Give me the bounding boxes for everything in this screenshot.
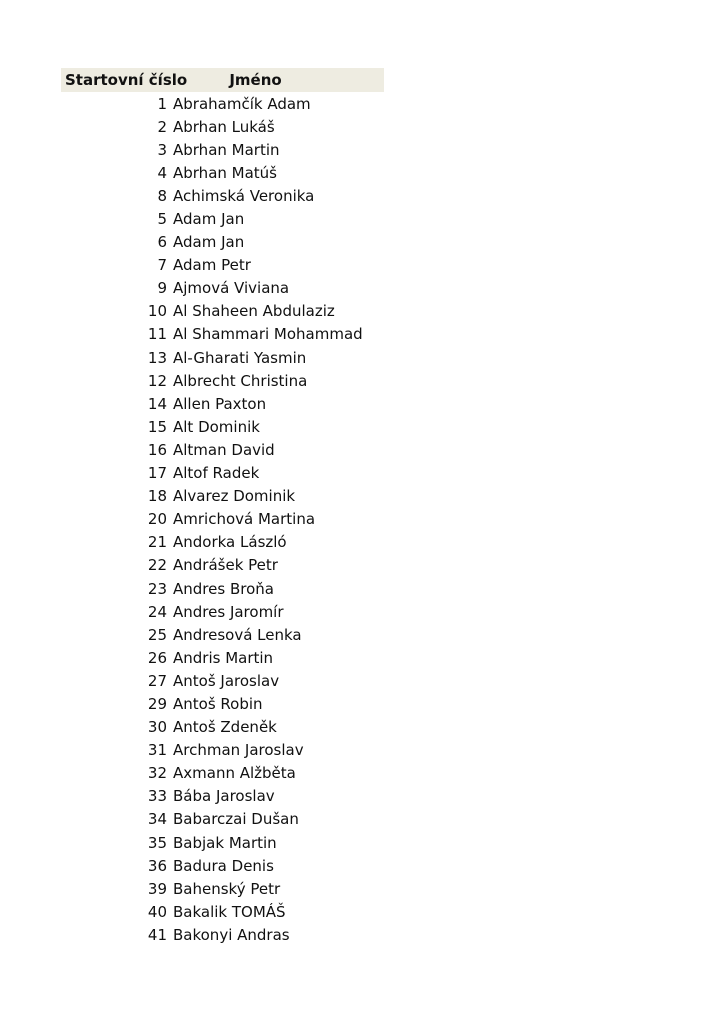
name-cell: Ajmová Viviana	[173, 279, 290, 298]
start-number-cell: 4	[157, 163, 167, 182]
start-number-cell: 33	[147, 787, 167, 806]
table-row	[61, 392, 384, 415]
start-number-cell: 24	[147, 602, 167, 621]
start-number-cell: 36	[147, 856, 167, 875]
start-number-cell: 14	[147, 394, 167, 413]
table-row	[61, 462, 384, 485]
name-cell: Achimská Veronika	[173, 186, 315, 205]
start-number-cell: 20	[147, 510, 167, 529]
table-row	[61, 785, 384, 808]
name-cell: Andresová Lenka	[173, 625, 302, 644]
start-number-cell: 16	[147, 440, 167, 459]
name-cell: Al-Gharati Yasmin	[173, 348, 307, 367]
name-cell: Alt Dominik	[173, 417, 260, 436]
start-number-cell: 32	[147, 764, 167, 783]
start-number-cell: 15	[147, 417, 167, 436]
table-row	[61, 600, 384, 623]
table-row	[61, 115, 384, 138]
table-row	[61, 161, 384, 184]
table-row	[61, 577, 384, 600]
table-row	[61, 854, 384, 877]
name-cell: Andres Broňa	[173, 579, 274, 598]
start-number-cell: 26	[147, 648, 167, 667]
start-number-cell: 6	[157, 233, 167, 252]
start-number-cell: 7	[157, 256, 167, 275]
start-number-cell: 8	[157, 186, 167, 205]
start-number-cell: 12	[147, 371, 167, 390]
table-row	[61, 692, 384, 715]
table-row	[61, 554, 384, 577]
table-row	[61, 415, 384, 438]
name-cell: Adam Jan	[173, 233, 245, 252]
table-row	[61, 300, 384, 323]
table-row	[61, 623, 384, 646]
name-cell: Altman David	[173, 440, 275, 459]
start-number-cell: 30	[147, 718, 167, 737]
table-row	[61, 531, 384, 554]
name-cell: Babarczai Dušan	[173, 810, 299, 829]
name-cell: Antoš Jaroslav	[173, 671, 280, 690]
name-cell: Altof Radek	[173, 464, 260, 483]
name-cell: Badura Denis	[173, 856, 274, 875]
name-cell: Abrhan Lukáš	[173, 117, 275, 136]
table-row	[61, 323, 384, 346]
table-row	[61, 646, 384, 669]
name-cell: Bakalik TOMÁŠ	[173, 902, 286, 921]
start-number-cell: 17	[147, 464, 167, 483]
name-cell: Andrášek Petr	[173, 556, 278, 575]
start-number-cell: 10	[147, 302, 167, 321]
table-body	[61, 92, 384, 946]
table-row	[61, 92, 384, 115]
start-number-cell: 18	[147, 487, 167, 506]
start-number-cell: 27	[147, 671, 167, 690]
name-cell: Archman Jaroslav	[173, 741, 304, 760]
name-cell: Abrhan Martin	[173, 140, 280, 159]
start-number-cell: 35	[147, 833, 167, 852]
start-number-cell: 23	[147, 579, 167, 598]
start-number-cell: 21	[147, 533, 167, 552]
table-row	[61, 900, 384, 923]
name-cell: Abrhan Matúš	[173, 163, 277, 182]
table-row	[61, 762, 384, 785]
header-start-number: Startovní číslo	[65, 71, 188, 89]
table-row	[61, 485, 384, 508]
table-row	[61, 369, 384, 392]
name-cell: Bába Jaroslav	[173, 787, 275, 806]
name-cell: Al Shaheen Abdulaziz	[173, 302, 335, 321]
name-cell: Antoš Zdeněk	[173, 718, 277, 737]
table-row	[61, 739, 384, 762]
name-cell: Axmann Alžběta	[173, 764, 296, 783]
start-number-cell: 25	[147, 625, 167, 644]
start-number-cell: 29	[147, 694, 167, 713]
name-cell: Adam Petr	[173, 256, 251, 275]
name-cell: Babjak Martin	[173, 833, 277, 852]
start-number-cell: 3	[157, 140, 167, 159]
start-number-cell: 9	[157, 279, 167, 298]
name-cell: Allen Paxton	[173, 394, 267, 413]
start-number-cell: 2	[157, 117, 167, 136]
table-row	[61, 831, 384, 854]
table-row	[61, 254, 384, 277]
start-list-table	[61, 68, 384, 946]
start-number-cell: 39	[147, 879, 167, 898]
name-cell: Bahenský Petr	[173, 879, 281, 898]
start-number-cell: 34	[147, 810, 167, 829]
name-cell: Andres Jaromír	[173, 602, 284, 621]
start-number-cell: 22	[147, 556, 167, 575]
table-row	[61, 669, 384, 692]
table-row	[61, 138, 384, 161]
name-cell: Amrichová Martina	[173, 510, 316, 529]
header-name: Jméno	[229, 71, 282, 89]
start-number-cell: 40	[147, 902, 167, 921]
name-cell: Andris Martin	[173, 648, 274, 667]
table-row	[61, 716, 384, 739]
start-number-cell: 1	[157, 94, 167, 113]
table-row	[61, 346, 384, 369]
start-number-cell: 11	[147, 325, 167, 344]
table-row	[61, 438, 384, 461]
name-cell: Antoš Robin	[173, 694, 263, 713]
table-row	[61, 207, 384, 230]
name-cell: Adam Jan	[173, 210, 245, 229]
table-row	[61, 231, 384, 254]
table-row	[61, 808, 384, 831]
table-row	[61, 184, 384, 207]
name-cell: Al Shammari Mohammad	[173, 325, 363, 344]
name-cell: Alvarez Dominik	[173, 487, 296, 506]
table-row	[61, 923, 384, 946]
start-number-cell: 41	[147, 925, 167, 944]
name-cell: Albrecht Christina	[173, 371, 308, 390]
table-row	[61, 277, 384, 300]
table-row	[61, 877, 384, 900]
name-cell: Abrahamčík Adam	[173, 94, 311, 113]
table-header	[61, 68, 384, 92]
name-cell: Bakonyi Andras	[173, 925, 290, 944]
name-cell: Andorka László	[173, 533, 287, 552]
start-number-cell: 13	[147, 348, 167, 367]
start-number-cell: 31	[147, 741, 167, 760]
table-row	[61, 508, 384, 531]
start-number-cell: 5	[157, 210, 167, 229]
